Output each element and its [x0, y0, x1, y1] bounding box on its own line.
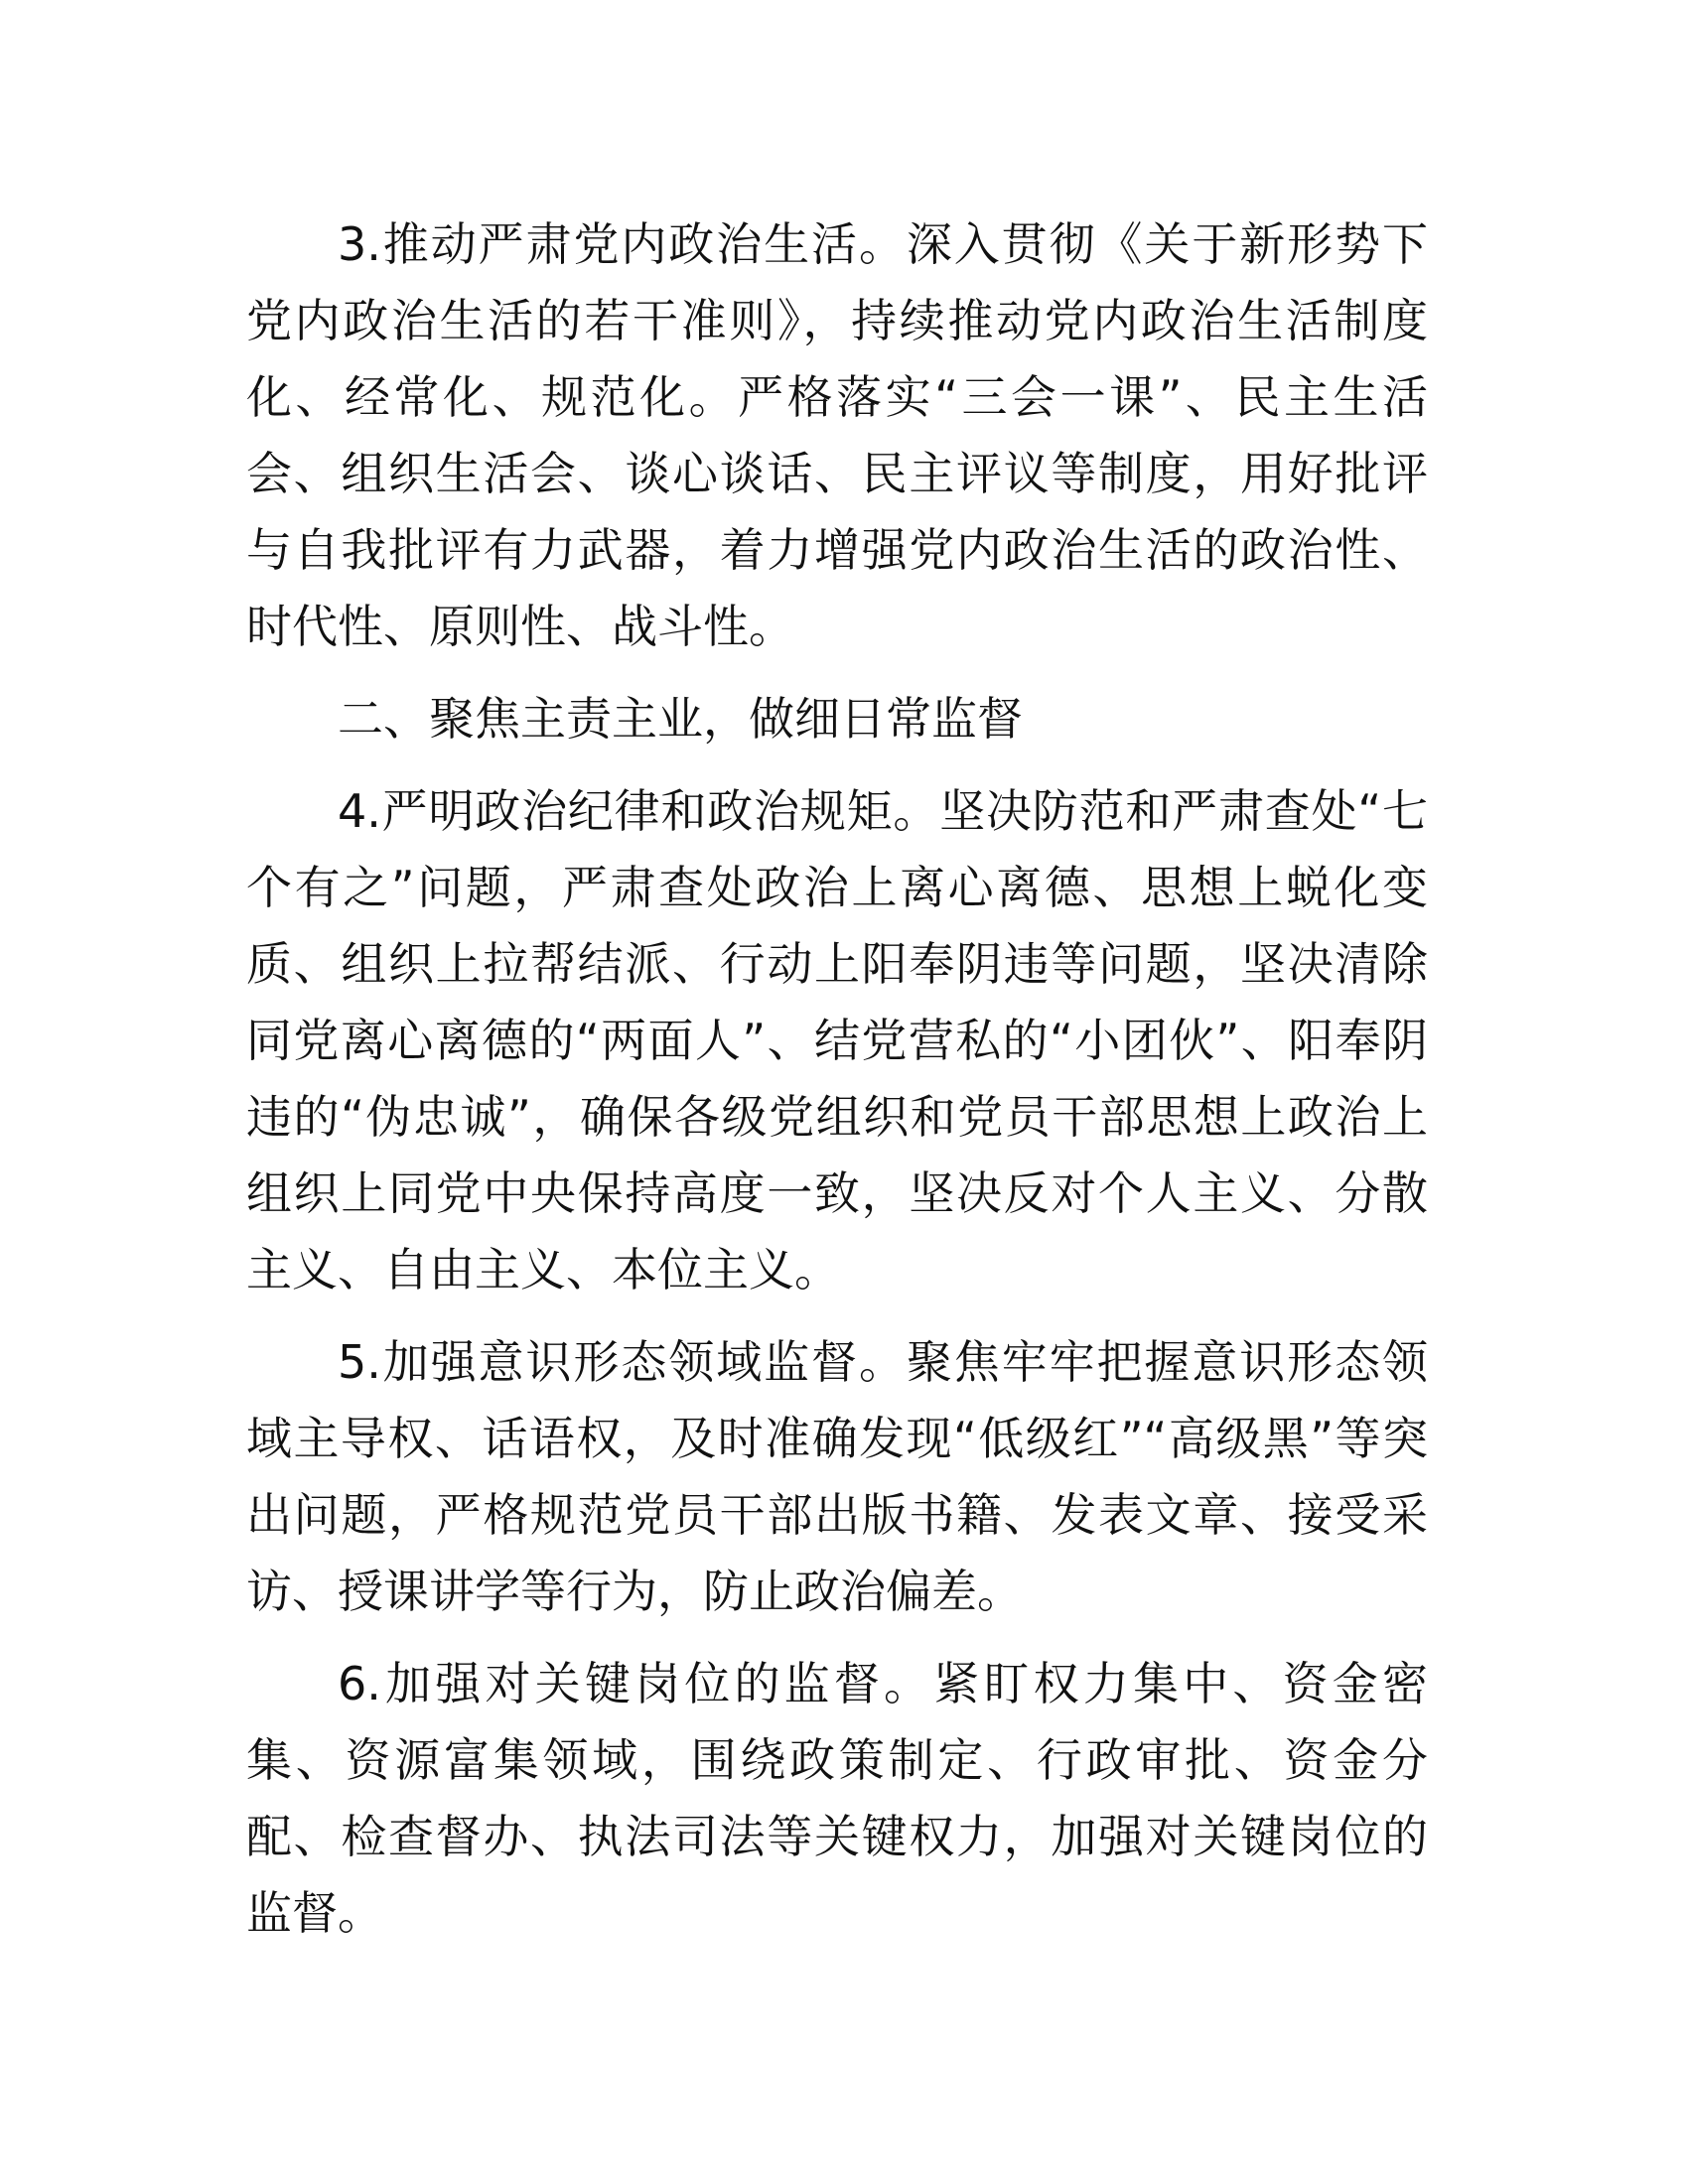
section-heading-2: 二、聚焦主责主业，做细日常监督	[338, 692, 1023, 746]
paragraph-3: 3.推动严肃党内政治生活。深入贯彻《关于新形势下党内政治生活的若干准则》，持续推动党内政治生活制度化、经常化、规范化。严格落实“三会一课”、民主生活会、组织生活会、谈心谈话、民主评议等制度，用好批评与自我批评有力武器，着力增强党内政治生活的政治性、时代性、原则性、战斗性。	[246, 217, 1428, 653]
document-page	[246, 206, 1428, 1952]
paragraph-4: 4.严明政治纪律和政治规矩。坚决防范和严肃查处“七个有之”问题，严肃查处政治上离心离德、思想上蜕化变质、组织上拉帮结派、行动上阳奉阴违等问题，坚决清除同党离心离德的“两面人”、结党营私的“小团伙”、阳奉阴违的“伪忠诚”，确保各级党组织和党员干部思想上政治上组织上同党中央保持高度一致，坚决反对个人主义、分散主义、自由主义、本位主义。	[246, 784, 1428, 1297]
paragraph-6: 6.加强对关键岗位的监督。紧盯权力集中、资金密集、资源富集领域，围绕政策制定、行政审批、资金分配、检查督办、执法司法等关键权力，加强对关键岗位的监督。	[246, 1657, 1428, 1940]
paragraph-5: 5.加强意识形态领域监督。聚焦牢牢把握意识形态领域主导权、话语权，及时准确发现“低级红”“高级黑”等突出问题，严格规范党员干部出版书籍、发表文章、接受采访、授课讲学等行为，防止政治偏差。	[246, 1335, 1428, 1618]
